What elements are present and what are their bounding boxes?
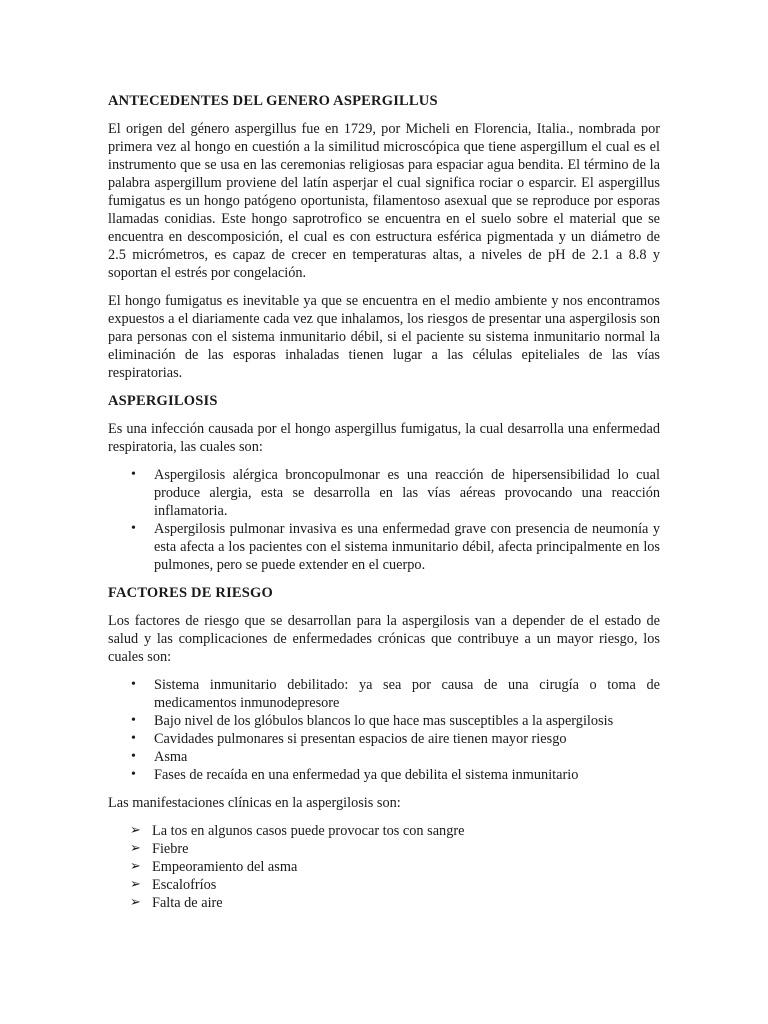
section-heading-aspergilosis: ASPERGILOSIS (108, 393, 218, 409)
list-item: ➢ Empeoramiento del asma (108, 858, 660, 876)
list-item: • Sistema inmunitario debilitado: ya sea por causa de una cirugía o toma de medicamentos inmunodepresore (108, 676, 660, 712)
paragraph-fumigatus: El hongo fumigatus es inevitable ya que se encuentra en el medio ambiente y nos encontramos expuestos a el diariamente cada vez que inhalamos, los riesgos de presentar una aspergilosis son para personas con el sistema inmunitario débil, si el paciente su sistema inmunitario normal la eliminación de las esporas inhaladas tienen lugar a las células epiteliales de las vías respiratorias. (108, 293, 660, 381)
list-item: • Aspergilosis alérgica broncopulmonar es una reacción de hipersensibilidad lo cual produce alergia, esta se desarrolla en las vías aéreas provocando una reacción inflamatoria. (108, 466, 660, 520)
list-item: ➢ Escalofríos (108, 876, 660, 894)
paragraph-factores: Los factores de riesgo que se desarrollan para la aspergilosis van a depender de el estado de salud y las complicaciones de enfermedades crónicas que contribuye a un mayor riesgo, los cuales son: (108, 613, 660, 665)
list-item: ➢ Falta de aire (108, 894, 660, 912)
paragraph-infeccion: Es una infección causada por el hongo aspergillus fumigatus, la cual desarrolla una enfermedad respiratoria, las cuales son: (108, 421, 660, 455)
paragraph-manifestaciones: Las manifestaciones clínicas en la aspergilosis son: (108, 795, 401, 811)
list-item: • Fases de recaída en una enfermedad ya que debilita el sistema inmunitario (108, 766, 660, 784)
list-manifestations (108, 822, 660, 912)
list-item: • Bajo nivel de los glóbulos blancos lo que hace mas susceptibles a la aspergilosis (108, 712, 660, 730)
list-item: • Aspergilosis pulmonar invasiva es una enfermedad grave con presencia de neumonía y esta afecta a los pacientes con el sistema inmunitario débil, afecta principalmente en los pulmones, pero se puede extender en el cuerpo. (108, 520, 660, 574)
list-item: ➢ La tos en algunos casos puede provocar tos con sangre (108, 822, 660, 840)
list-item: • Asma (108, 748, 660, 766)
paragraph-origen: El origen del género aspergillus fue en 1729, por Micheli en Florencia, Italia., nombrada por primera vez al hongo en cuestión a la similitud microscópica que tiene aspergillum el cual es el instrumento que se usa en las ceremonias religiosas para espaciar agua bendita. El término de la palabra aspergillum proviene del latín asperjar el cual significa rociar o esparcir. El aspergillus fumigatus es un hongo patógeno oportunista, filamentoso asexual que se reproduce por esporas llamadas conidias. Este hongo saprotrofico se encuentra en el suelo sobre el material que se encuentra en descomposición, el cual es con estructura esférica pigmentada y un diámetro de 2.5 micrómetros, es capaz de crecer en temperaturas altas, a niveles de pH de 2.1 a 8.8 y soportan el estrés por congelación. (108, 121, 660, 281)
list-item: • Cavidades pulmonares si presentan espacios de aire tienen mayor riesgo (108, 730, 660, 748)
list-item: ➢ Fiebre (108, 840, 660, 858)
section-heading-factores: FACTORES DE RIESGO (108, 585, 274, 601)
list-risk-factors (108, 676, 660, 784)
section-heading-antecedentes: ANTECEDENTES DEL GENERO ASPERGILLUS (108, 93, 438, 109)
list-aspergilosis-types (108, 466, 660, 574)
